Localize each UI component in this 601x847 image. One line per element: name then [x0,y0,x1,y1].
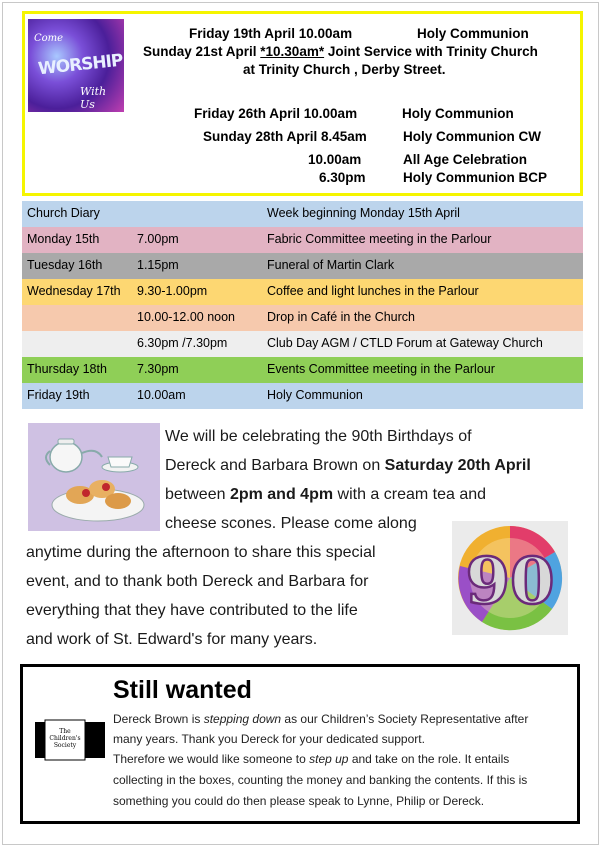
wanted-text: collecting in the boxes, counting the money and banking the contents. If this is [113,773,528,787]
diary-time: 7.30pm [137,362,179,376]
service-name: All Age Celebration [403,152,528,167]
wanted-text-part: as our Children’s Society Representative after [281,712,529,726]
church-diary-table [22,201,583,409]
diary-row [22,201,583,227]
diary-event: Drop in Café in the Church [267,310,415,324]
diary-row [22,227,583,253]
diary-event: Funeral of Martin Clark [267,258,395,272]
wanted-text-part: and take on the role. It entails [348,752,510,766]
diary-row [22,383,583,409]
diary-day: Wednesday 17th [27,284,121,298]
birthday-text: We will be celebrating the 90th Birthdays of [165,428,472,445]
diary-row [22,279,583,305]
diary-time: 7.00pm [137,232,179,246]
diary-row [22,357,583,383]
diary-row [22,305,583,331]
wanted-emphasis: step up [309,752,349,766]
service-date: Friday 26th April 10.00am [194,106,358,121]
service-date: Sunday 28th April 8.45am [203,129,367,144]
service-time: 10.00am [308,152,362,167]
worship-schedule-box [22,11,583,196]
service-line-joint [143,44,538,59]
ninety-badge-text: 90 [465,544,555,619]
diary-event: Fabric Committee meeting in the Parlour [267,232,492,246]
diary-time: 1.15pm [137,258,179,272]
wanted-text [113,752,509,766]
wanted-text: something you could do then please speak to Lynne, Philip or Dereck. [113,794,485,808]
childrens-society-logo [35,714,105,766]
service-name: Holy Communion [417,26,529,41]
come-worship-logo [28,19,124,112]
service-time-highlight: *10.30am* [260,44,325,59]
diary-event: Club Day AGM / CTLD Forum at Gateway Church [267,336,543,350]
diary-time: 9.30-1.00pm [137,284,208,298]
cream-tea-image [28,423,160,531]
diary-event: Week beginning Monday 15th April [267,206,460,220]
logo-text-worship: WORSHIP [37,50,124,80]
diary-day: Thursday 18th [27,362,107,376]
birthday-text: and work of St. Edward's for many years. [26,631,318,648]
birthday-date: Saturday 20th April [384,457,531,474]
logo-text-come: Come [34,33,64,44]
diary-time: 10.00am [137,388,186,402]
diary-time: 10.00-12.00 noon [137,310,236,324]
birthday-text: everything that they have contributed to the life [26,602,358,619]
service-time: 6.30pm [319,170,366,185]
birthday-text: anytime during the afternoon to share this special [26,544,376,561]
diary-row [22,253,583,279]
logo-text-with-us: With Us [80,85,107,111]
service-name: Joint Service with Trinity Church [324,44,538,59]
birthday-text-part: with a cream tea and [333,486,487,503]
service-location: at Trinity Church , Derby Street. [243,62,446,77]
birthday-text: event, and to thank both Dereck and Barbara for [26,573,369,590]
diary-day: Monday 15th [27,232,100,246]
birthday-text-part: Dereck and Barbara Brown on [165,457,385,474]
service-date: Sunday 21st April [143,44,261,59]
diary-time: 6.30pm /7.30pm [137,336,228,350]
diary-day: Friday 19th [27,388,90,402]
diary-event: Holy Communion [267,388,363,402]
service-name: Holy Communion BCP [403,170,547,185]
wanted-text: many years. Thank you Dereck for your dedicated support. [113,732,425,746]
service-date: Friday 19th April 10.00am [189,26,353,41]
birthday-time: 2pm and 4pm [229,486,334,503]
diary-day: Church Diary [27,206,100,220]
birthday-text: cheese scones. Please come along [165,515,417,532]
diary-event: Coffee and light lunches in the Parlour [267,284,479,298]
wanted-text [113,712,528,726]
birthday-text [165,486,486,504]
wanted-text-part: Dereck Brown is [113,712,204,726]
service-name: Holy Communion CW [403,129,541,144]
service-name: Holy Communion [402,106,514,121]
birthday-text-part: between [165,486,230,503]
wanted-text-part: Therefore we would like someone to [113,752,310,766]
ninety-badge-image [452,521,568,635]
birthday-text [165,457,531,475]
diary-event: Events Committee meeting in the Parlour [267,362,495,376]
diary-day: Tuesday 16th [27,258,103,272]
childrens-society-logo-text: The Children's Society [49,728,81,749]
still-wanted-box [20,664,580,824]
diary-row [22,331,583,357]
still-wanted-title: Still wanted [113,676,252,704]
wanted-emphasis: stepping down [203,712,282,726]
